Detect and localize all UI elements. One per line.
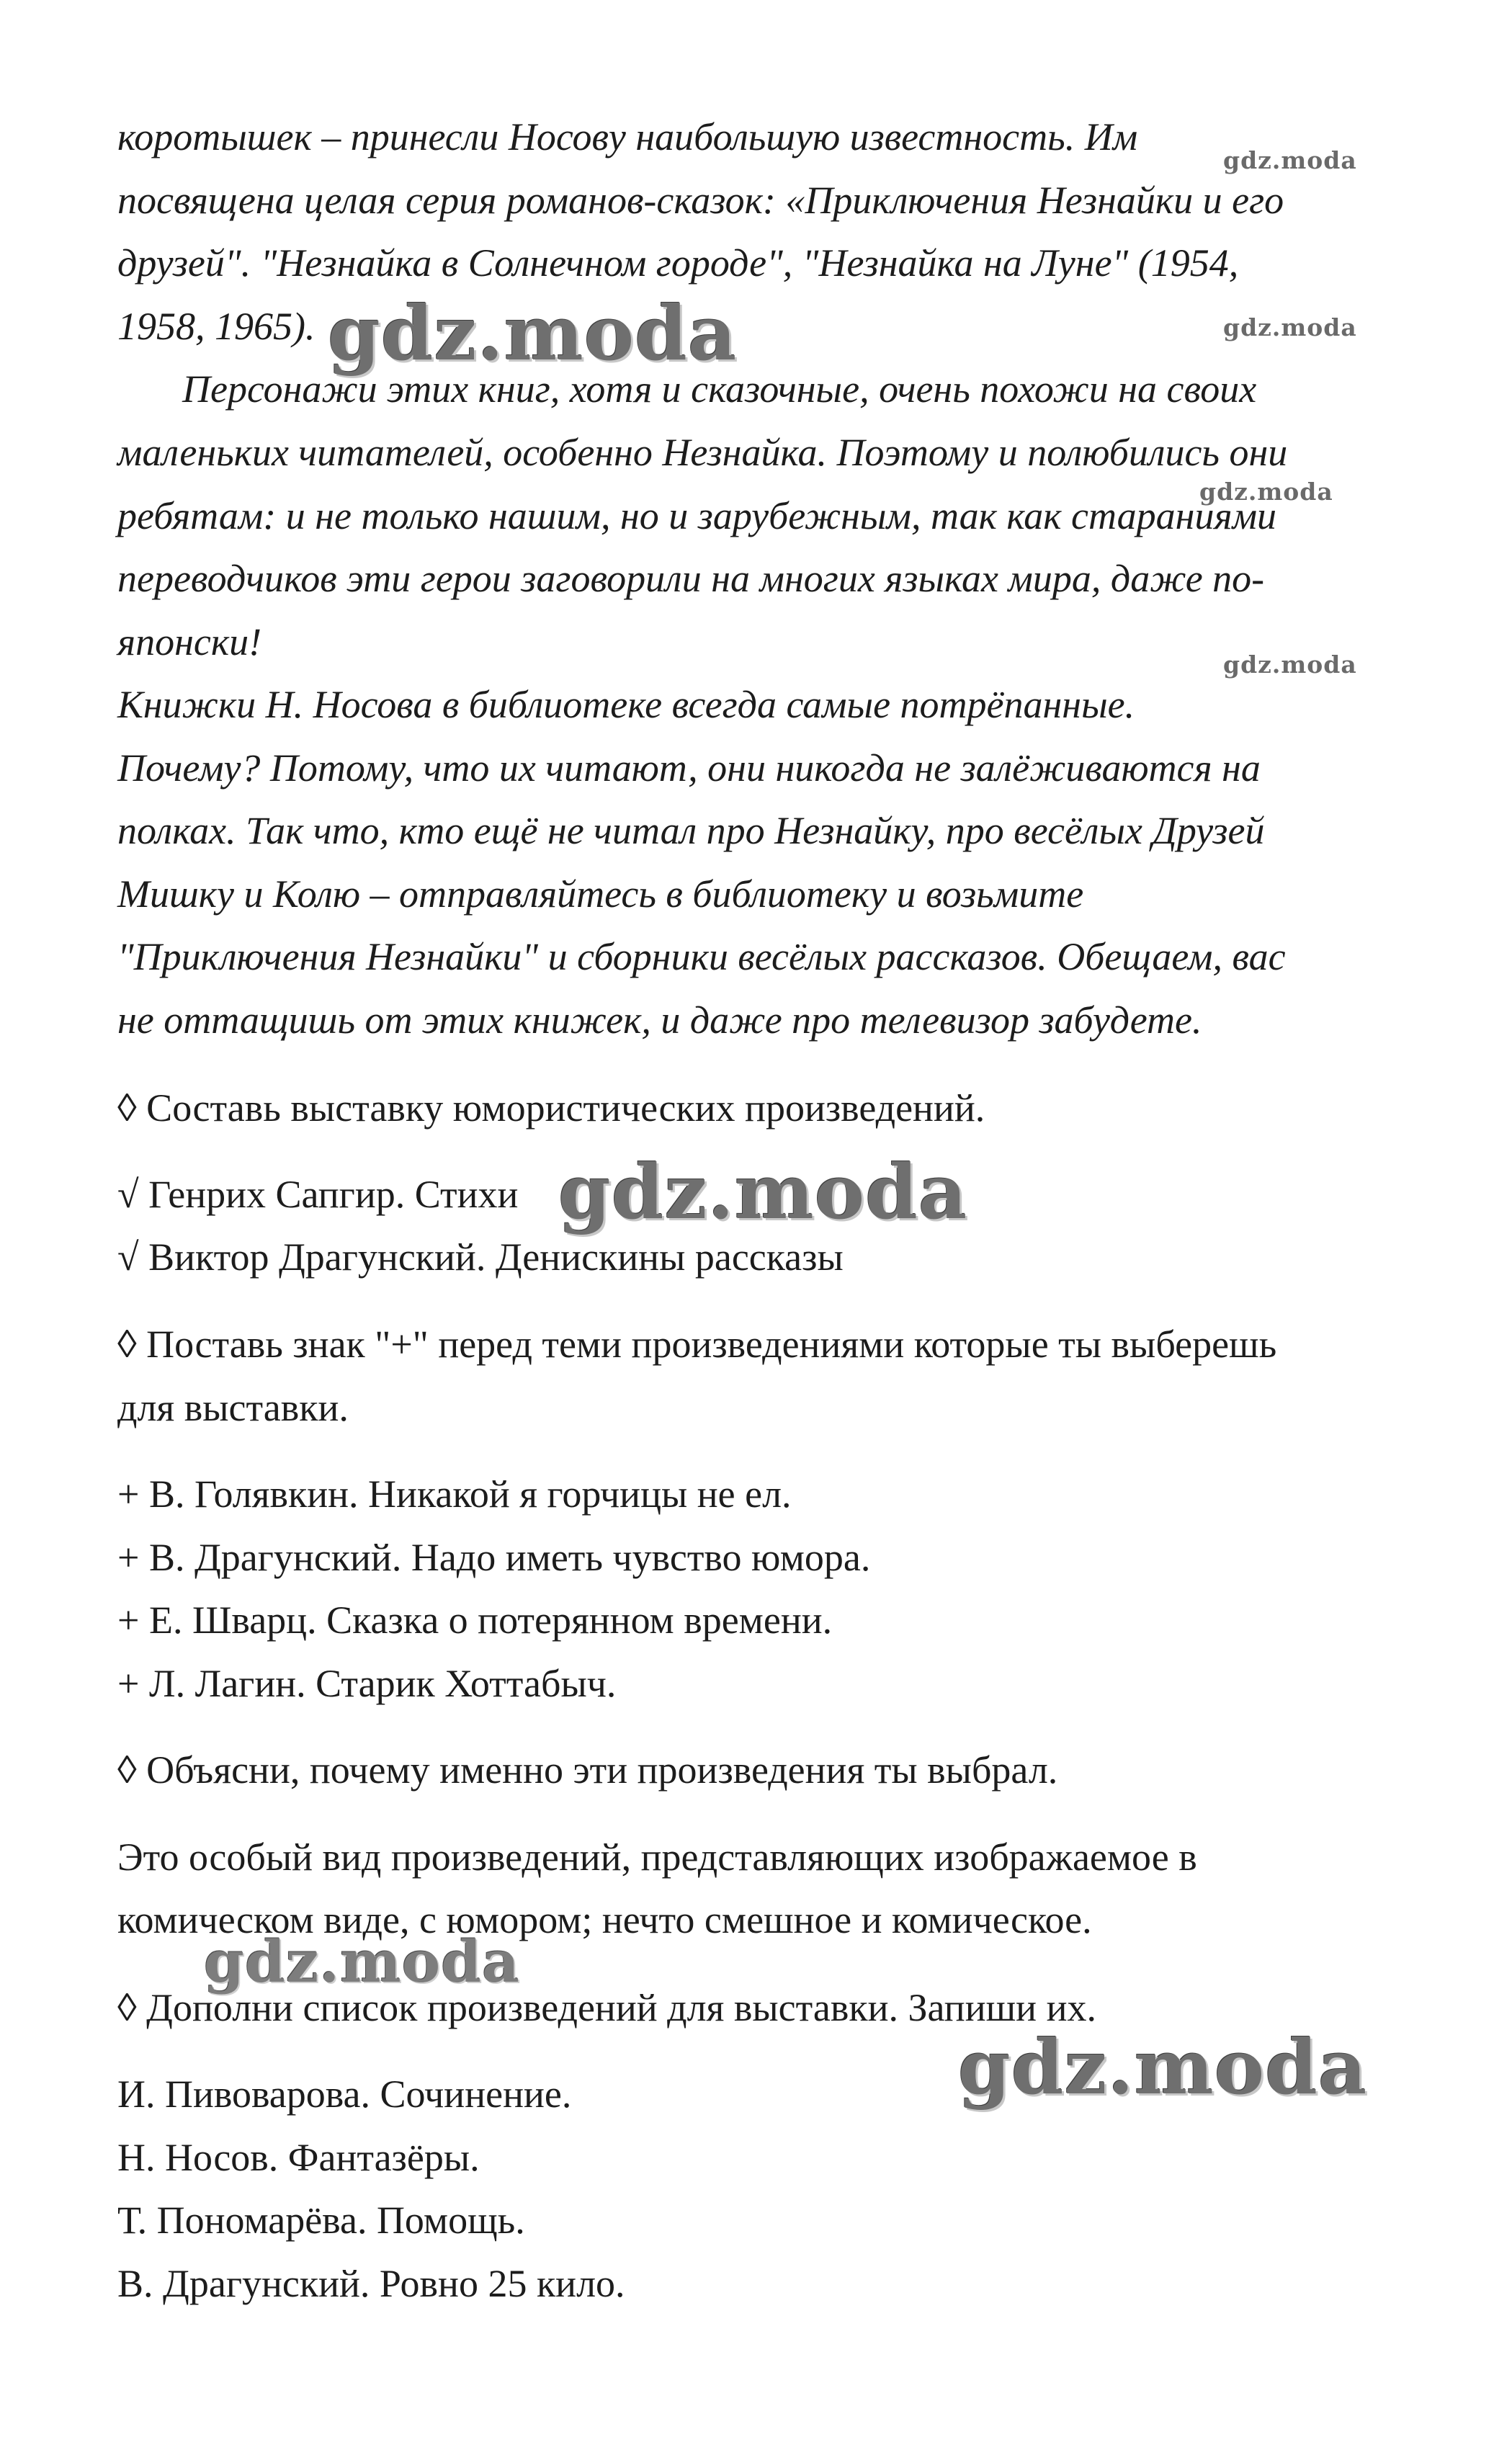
story-line: полках. Так что, кто ещё не читал про Незнайку, про весёлых Друзей xyxy=(117,809,1265,852)
watermark: gdz.moda xyxy=(558,1148,968,1236)
story-line: друзей". "Незнайка в Солнечном городе", "Незнайка на Луне" (1954, xyxy=(117,241,1239,285)
story-line: посвящена целая серия романов-сказок: «Приключения Незнайки и его xyxy=(117,179,1284,222)
story-line: 1958, 1965). xyxy=(117,305,316,348)
story-line: не оттащишь от этих книжек, и даже про телевизор забудете. xyxy=(117,998,1202,1042)
watermark: gdz.moda xyxy=(1223,313,1357,341)
task2-item: + В. Драгунский. Надо иметь чувство юмора. xyxy=(117,1536,871,1579)
story-line: маленьких читателей, особенно Незнайка. Поэтому и полюбились они xyxy=(117,431,1288,474)
story-line: "Приключения Незнайки" и сборники весёлых рассказов. Обещаем, вас xyxy=(117,935,1286,978)
story-line: ребятам: и не только нашим, но и зарубежным, так как стараниями xyxy=(117,494,1277,537)
task2-prompt-line: ◊ Поставь знак "+" перед теми произведениями которые ты выберешь xyxy=(117,1323,1277,1366)
task2-prompt-line: для выставки. xyxy=(117,1386,349,1429)
watermark: gdz.moda xyxy=(1223,650,1357,679)
watermark: gdz.moda xyxy=(958,2023,1368,2111)
watermark: gdz.moda xyxy=(204,1928,520,1995)
watermark: gdz.moda xyxy=(328,289,738,377)
task2-item: + В. Голявкин. Никакой я горчицы не ел. xyxy=(117,1472,792,1516)
task3-prompt: ◊ Объясни, почему именно эти произведения ты выбрал. xyxy=(117,1748,1058,1792)
task4-item: И. Пивоварова. Сочинение. xyxy=(117,2072,572,2116)
story-line: Почему? Потому, что их читают, они никогда не залёживаются на xyxy=(117,746,1261,790)
task4-item: В. Драгунский. Ровно 25 кило. xyxy=(117,2262,625,2305)
task2-item: + Е. Шварц. Сказка о потерянном времени. xyxy=(117,1598,833,1642)
task3-answer-line: Это особый вид произведений, представляющих изображаемое в xyxy=(117,1835,1197,1879)
story-line: японски! xyxy=(117,620,262,663)
story-line: Мишку и Колю – отправляйтесь в библиотеку и возьмите xyxy=(117,872,1084,916)
story-line: переводчиков эти герои заговорили на многих языках мира, даже по- xyxy=(117,557,1265,600)
task4-item: Н. Носов. Фантазёры. xyxy=(117,2136,480,2179)
task1-item: √ Генрих Сапгир. Стихи xyxy=(117,1173,519,1216)
watermark: gdz.moda xyxy=(1223,146,1357,174)
story-line: Книжки Н. Носова в библиотеке всегда самые потрёпанные. xyxy=(117,683,1135,726)
task4-prompt: ◊ Дополни список произведений для выставки. Запиши их. xyxy=(117,1986,1096,2029)
story-line: Персонажи этих книг, хотя и сказочные, очень похожи на своих xyxy=(182,367,1257,411)
story-line: коротышек – принесли Носову наибольшую известность. Им xyxy=(117,115,1138,158)
task3-answer-line: комическом виде, с юмором; нечто смешное и комическое. xyxy=(117,1898,1092,1941)
task2-item: + Л. Лагин. Старик Хоттабыч. xyxy=(117,1662,617,1705)
watermark: gdz.moda xyxy=(1199,478,1333,506)
task1-prompt: ◊ Составь выставку юмористических произведений. xyxy=(117,1086,985,1130)
task4-item: Т. Пономарёва. Помощь. xyxy=(117,2199,525,2242)
task1-item: √ Виктор Драгунский. Денискины рассказы xyxy=(117,1235,844,1279)
